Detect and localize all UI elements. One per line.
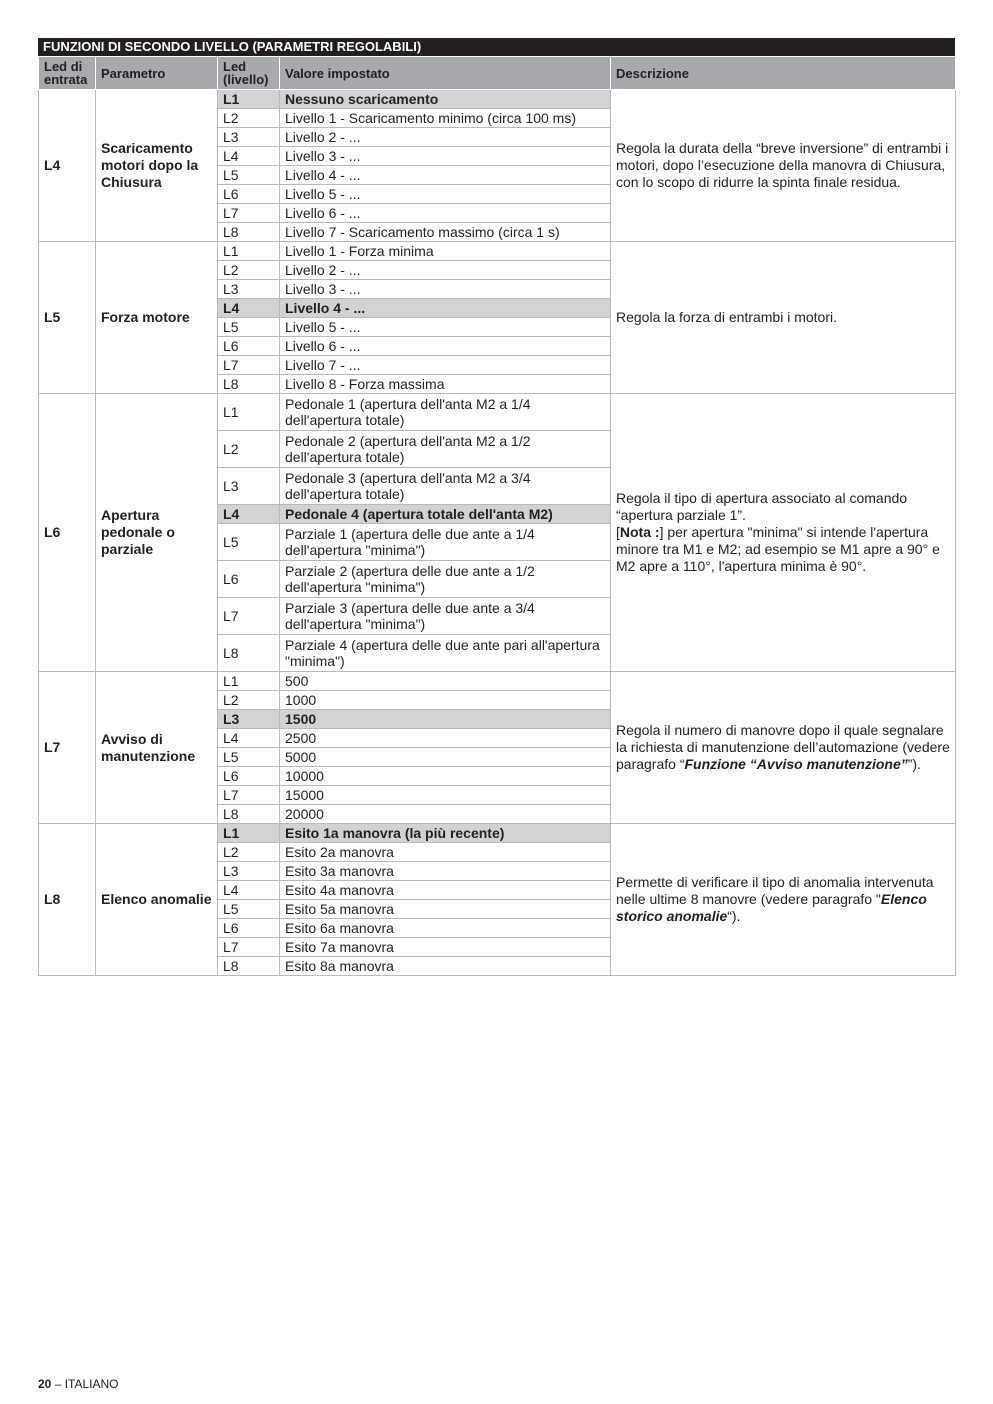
level-led: L8 xyxy=(218,635,280,672)
table-row xyxy=(39,672,956,691)
section-parameter: Scaricamento motori dopo la Chiusura xyxy=(96,90,218,242)
level-value: Esito 4a manovra xyxy=(280,881,611,900)
level-value: Esito 7a manovra xyxy=(280,938,611,957)
level-led: L5 xyxy=(218,166,280,185)
table-title: FUNZIONI DI SECONDO LIVELLO (PARAMETRI REGOLABILI) xyxy=(38,38,955,56)
level-led: L3 xyxy=(218,128,280,147)
level-value: Parziale 1 (apertura delle due ante a 1/4 dell'apertura "minima") xyxy=(280,524,611,561)
level-value: Livello 1 - Forza minima xyxy=(280,242,611,261)
level-value: Pedonale 3 (apertura dell'anta M2 a 3/4 dell'apertura totale) xyxy=(280,468,611,505)
level-led: L1 xyxy=(218,242,280,261)
level-value: Livello 3 - ... xyxy=(280,147,611,166)
parameters-table xyxy=(38,56,956,976)
level-value: 15000 xyxy=(280,786,611,805)
level-value: Esito 3a manovra xyxy=(280,862,611,881)
level-led: L1 xyxy=(218,672,280,691)
level-led: L2 xyxy=(218,109,280,128)
level-value: 2500 xyxy=(280,729,611,748)
level-led: L7 xyxy=(218,786,280,805)
level-led: L6 xyxy=(218,561,280,598)
section-parameter: Elenco anomalie xyxy=(96,824,218,976)
section-description: Regola la forza di entrambi i motori. xyxy=(611,242,956,394)
level-led: L7 xyxy=(218,356,280,375)
level-led: L5 xyxy=(218,524,280,561)
level-value: Esito 5a manovra xyxy=(280,900,611,919)
section-description: Permette di verificare il tipo di anomalia intervenuta nelle ultime 8 manovre (vedere paragrafo "Elenco storico anomalie“). xyxy=(611,824,956,976)
level-led: L2 xyxy=(218,431,280,468)
description-line: Regola il tipo di apertura associato al comando “apertura parziale 1”. xyxy=(616,490,908,523)
level-value: 20000 xyxy=(280,805,611,824)
footer-language: – ITALIANO xyxy=(51,1377,119,1391)
section-led: L5 xyxy=(39,242,96,394)
level-led: L6 xyxy=(218,767,280,786)
level-value: 1500 xyxy=(280,710,611,729)
table-row xyxy=(39,824,956,843)
level-led: L2 xyxy=(218,843,280,862)
level-led: L3 xyxy=(218,862,280,881)
paragraph-reference: Elenco storico anomalie xyxy=(616,891,927,924)
level-value: 500 xyxy=(280,672,611,691)
level-led: L6 xyxy=(218,185,280,204)
level-led: L7 xyxy=(218,204,280,223)
section-parameter: Avviso di manutenzione xyxy=(96,672,218,824)
level-value: Livello 2 - ... xyxy=(280,261,611,280)
level-led: L4 xyxy=(218,299,280,318)
section-led: L7 xyxy=(39,672,96,824)
section-parameter: Apertura pedonale o parziale xyxy=(96,394,218,672)
level-led: L8 xyxy=(218,223,280,242)
table-row xyxy=(39,90,956,109)
level-value: Livello 7 - Scaricamento massimo (circa 1 s) xyxy=(280,223,611,242)
level-value: Parziale 3 (apertura delle due ante a 3/4 dell'apertura "minima") xyxy=(280,598,611,635)
level-led: L1 xyxy=(218,824,280,843)
level-value: Livello 8 - Forza massima xyxy=(280,375,611,394)
section-led: L4 xyxy=(39,90,96,242)
level-value: Parziale 2 (apertura delle due ante a 1/2 dell'apertura "minima") xyxy=(280,561,611,598)
table-header-row xyxy=(39,57,956,90)
level-value: Livello 7 - ... xyxy=(280,356,611,375)
level-value: Livello 1 - Scaricamento minimo (circa 100 ms) xyxy=(280,109,611,128)
level-led: L2 xyxy=(218,261,280,280)
header-description: Descrizione xyxy=(611,57,956,90)
level-led: L8 xyxy=(218,375,280,394)
level-led: L3 xyxy=(218,710,280,729)
level-value: Esito 6a manovra xyxy=(280,919,611,938)
level-value: Livello 5 - ... xyxy=(280,185,611,204)
level-led: L8 xyxy=(218,957,280,976)
level-value: Livello 2 - ... xyxy=(280,128,611,147)
level-led: L2 xyxy=(218,691,280,710)
level-value: Pedonale 2 (apertura dell'anta M2 a 1/2 dell'apertura totale) xyxy=(280,431,611,468)
level-value: Livello 6 - ... xyxy=(280,204,611,223)
level-led: L1 xyxy=(218,394,280,431)
level-value: Esito 8a manovra xyxy=(280,957,611,976)
header-led-in: Led di entrata xyxy=(39,57,96,90)
page-footer xyxy=(38,1377,119,1391)
level-led: L5 xyxy=(218,900,280,919)
level-led: L4 xyxy=(218,147,280,166)
header-led-level: Led (livello) xyxy=(218,57,280,90)
parameters-document xyxy=(38,38,955,976)
level-value: 5000 xyxy=(280,748,611,767)
level-led: L8 xyxy=(218,805,280,824)
section-led: L6 xyxy=(39,394,96,672)
level-value: Pedonale 4 (apertura totale dell'anta M2) xyxy=(280,505,611,524)
level-value: Parziale 4 (apertura delle due ante pari all'apertura "minima") xyxy=(280,635,611,672)
section-description: Regola la durata della “breve inversione” di entrambi i motori, dopo l’esecuzione della manovra di Chiusura, con lo scopo di ridurre la spinta finale residua. xyxy=(611,90,956,242)
level-led: L4 xyxy=(218,505,280,524)
level-value: Pedonale 1 (apertura dell'anta M2 a 1/4 dell'apertura totale) xyxy=(280,394,611,431)
level-led: L7 xyxy=(218,938,280,957)
section-parameter: Forza motore xyxy=(96,242,218,394)
table-row xyxy=(39,394,956,431)
section-description: Regola il numero di manovre dopo il quale segnalare la richiesta di manutenzione dell’automazione (vedere paragrafo “Funzione “Avviso manutenzione””). xyxy=(611,672,956,824)
level-led: L6 xyxy=(218,337,280,356)
paragraph-reference: Funzione “Avviso manutenzione” xyxy=(684,756,908,772)
level-value: Livello 5 - ... xyxy=(280,318,611,337)
header-value: Valore impostato xyxy=(280,57,611,90)
header-param: Parametro xyxy=(96,57,218,90)
page-number: 20 xyxy=(38,1377,52,1391)
level-value: Livello 4 - ... xyxy=(280,299,611,318)
level-led: L3 xyxy=(218,468,280,505)
level-led: L4 xyxy=(218,881,280,900)
section-description: Regola il tipo di apertura associato al comando “apertura parziale 1”. [Nota :] per apertura "minima" si intende l'apertura minore tra M1 e M2; ad esempio se M1 apre a 90° e M2 apre a 110°, l'apertura minima è 90°. xyxy=(611,394,956,672)
level-value: Nessuno scaricamento xyxy=(280,90,611,109)
section-led: L8 xyxy=(39,824,96,976)
level-led: L5 xyxy=(218,748,280,767)
level-led: L5 xyxy=(218,318,280,337)
level-led: L7 xyxy=(218,598,280,635)
level-value: Livello 6 - ... xyxy=(280,337,611,356)
level-led: L4 xyxy=(218,729,280,748)
level-led: L1 xyxy=(218,90,280,109)
level-value: Esito 1a manovra (la più recente) xyxy=(280,824,611,843)
level-led: L3 xyxy=(218,280,280,299)
table-row xyxy=(39,242,956,261)
level-value: Livello 4 - ... xyxy=(280,166,611,185)
note-label: Nota : xyxy=(619,524,660,540)
level-value: Livello 3 - ... xyxy=(280,280,611,299)
level-value: Esito 2a manovra xyxy=(280,843,611,862)
level-value: 10000 xyxy=(280,767,611,786)
level-value: 1000 xyxy=(280,691,611,710)
level-led: L6 xyxy=(218,919,280,938)
